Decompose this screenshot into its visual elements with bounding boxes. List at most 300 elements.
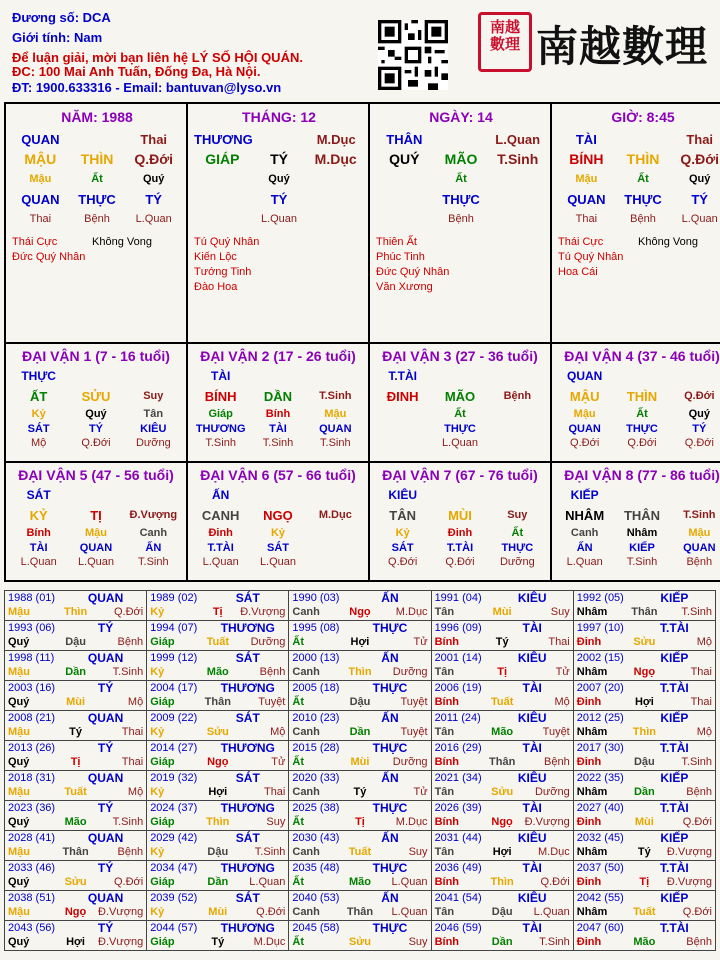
dai-van-god: QUAN: [566, 369, 603, 383]
pillar-r5: [194, 209, 364, 229]
year-stem: Ất: [292, 636, 304, 648]
year-label: 2003 (16): [8, 682, 56, 694]
year-god: SÁT: [235, 771, 260, 785]
year-branch: Mùi: [208, 906, 228, 918]
year-line-2: [8, 905, 143, 919]
year-branch: Thìn: [63, 606, 88, 618]
year-label: 1994 (07): [150, 622, 198, 634]
hidden-god: THỰC: [626, 422, 658, 435]
star-name: Kiến Lộc: [194, 251, 237, 263]
hidden-stem: Mậu: [84, 526, 107, 539]
year-phase: Tuyệt: [258, 696, 286, 708]
year-god: TÀI: [522, 801, 542, 815]
year-phase: Mộ: [127, 696, 144, 708]
year-line-1: [577, 651, 712, 665]
year-god: T.TÀI: [660, 681, 689, 695]
four-pillars-table: [4, 102, 720, 582]
pillar-value: THỰC: [624, 191, 662, 207]
dai-van-god: T.TÀI: [388, 369, 417, 383]
year-cell: [5, 711, 147, 741]
year-branch: Thìn: [490, 876, 514, 888]
year-line-1: [8, 801, 143, 815]
year-phase: Bệnh: [117, 636, 144, 648]
year-cell: [431, 591, 573, 621]
year-line-1: [150, 621, 285, 635]
year-label: 2019 (32): [150, 772, 198, 784]
year-label: 2021 (34): [434, 772, 482, 784]
hidden-god: SÁT: [266, 541, 289, 554]
year-stem: Nhâm: [576, 666, 608, 678]
year-cell: [5, 801, 147, 831]
year-phase: Suy: [550, 606, 570, 618]
year-cell: [573, 621, 715, 651]
pillar-value: L.Quan: [681, 213, 718, 225]
hidden-god: QUAN: [683, 541, 716, 554]
year-god: ẤN: [381, 891, 399, 905]
year-line-2: [8, 665, 143, 679]
year-cell: [573, 861, 715, 891]
pillar-value: L.Quan: [135, 213, 172, 225]
year-god: TÝ: [97, 801, 114, 815]
dai-van-hidden-row: [10, 406, 182, 421]
year-line-1: [435, 711, 570, 725]
pillar-value: THỰC: [78, 191, 116, 207]
year-line-2: [292, 725, 427, 739]
year-cell: [289, 771, 431, 801]
hidden-god: SÁT: [391, 541, 414, 554]
year-stem: Đinh: [576, 756, 602, 768]
year-branch: Tý: [353, 786, 367, 798]
dai-van-hidden-row: [374, 406, 546, 421]
year-god: KIÊU: [517, 771, 547, 785]
year-phase: M.Dục: [253, 936, 286, 948]
hidden-god: QUAN: [568, 422, 601, 435]
year-label: 1998 (11): [8, 652, 55, 664]
year-phase: T.Sinh: [254, 846, 286, 858]
dai-van-god: TÀI: [210, 369, 231, 383]
dai-van-branch: THÂN: [623, 507, 661, 523]
dai-van-phase: T.Sinh: [319, 390, 352, 402]
year-cell: [147, 801, 289, 831]
year-line-1: [8, 651, 143, 665]
dai-van-title: ĐẠI VẬN 1 (7 - 16 tuổi): [22, 348, 170, 364]
year-line-1: [292, 711, 427, 725]
year-line-1: [292, 861, 427, 875]
year-phase: Đ.Vượng: [666, 846, 712, 858]
year-god: THỰC: [372, 921, 408, 935]
year-branch: Hợi: [492, 846, 512, 858]
year-stem: Mậu: [8, 726, 30, 738]
year-cell: [431, 681, 573, 711]
year-cell: [289, 921, 431, 951]
year-stem: Bính: [434, 696, 460, 708]
star-name: [274, 250, 364, 265]
dai-van-pillar-row: [556, 386, 720, 406]
pillar-value: Thai: [686, 131, 714, 147]
year-branch: Dậu: [491, 906, 513, 918]
dai-van-hidden-row: [556, 525, 720, 540]
year-row: [5, 801, 716, 831]
year-god: TÝ: [97, 621, 114, 635]
dai-van-hidden-god-row: [192, 540, 364, 555]
year-cell: [5, 921, 147, 951]
dai-van-row-2: [5, 462, 720, 581]
hidden-god: ẤN: [145, 541, 162, 554]
year-stem: Giáp: [150, 936, 175, 948]
year-label: 2000 (13): [292, 652, 340, 664]
year-label: 2036 (49): [434, 862, 482, 874]
year-god: QUAN: [87, 711, 124, 725]
pillar-r4: [194, 189, 364, 209]
year-row: [5, 861, 716, 891]
year-cell: [289, 711, 431, 741]
year-phase: Q.Đới: [682, 816, 712, 828]
year-line-1: [292, 801, 427, 815]
year-phase: Suy: [408, 936, 428, 948]
year-phase: Tử: [555, 666, 570, 678]
dai-van-stem: TÂN: [389, 507, 417, 523]
year-line-2: [577, 845, 712, 859]
year-branch: Ngọ: [491, 816, 513, 828]
year-god: QUAN: [87, 891, 124, 905]
dai-van-god-row: [556, 366, 720, 386]
year-line-2: [150, 695, 285, 709]
dai-van-cell: [187, 343, 369, 462]
year-line-1: [150, 771, 285, 785]
year-label: 1997 (10): [576, 622, 624, 634]
year-god: KIÊU: [517, 891, 547, 905]
year-branch: Ngọ: [207, 756, 229, 768]
year-line-2: [577, 635, 712, 649]
year-phase: Mộ: [554, 696, 570, 708]
year-cell: [289, 891, 431, 921]
year-branch: Ngọ: [349, 606, 371, 618]
year-phase: Tuyệt: [400, 696, 428, 708]
pillar-title: NĂM: 1988: [61, 109, 133, 125]
year-stem: Bính: [434, 756, 460, 768]
dai-van-god-row: [556, 485, 720, 505]
year-line-2: [150, 665, 285, 679]
pillar-value: QUAN: [567, 191, 606, 207]
year-stem: Kỷ: [150, 906, 165, 918]
year-phase: Đ.Vượng: [524, 816, 570, 828]
pillar-value: THÂN: [386, 131, 423, 147]
pillar-value: Ất: [455, 173, 467, 185]
year-god: ẤN: [381, 651, 399, 665]
year-branch: Mão: [491, 726, 514, 738]
year-phase: Đ.Vượng: [240, 606, 286, 618]
year-stem: Mậu: [8, 786, 30, 798]
year-line-1: [8, 891, 143, 905]
year-cell: [573, 891, 715, 921]
year-cell: [431, 831, 573, 861]
year-phase: Mộ: [696, 726, 712, 738]
dai-van-god: THỰC: [21, 369, 56, 383]
pillar-value: Mậu: [29, 173, 52, 185]
hidden-stem: Quý: [85, 407, 107, 420]
year-phase: Suy: [266, 816, 286, 828]
dai-van-god-row: [192, 366, 364, 386]
year-phase: Dưỡng: [392, 756, 428, 768]
star-name: Không Vong: [92, 236, 152, 248]
year-branch: Thân: [204, 696, 231, 708]
pillar-r3: [12, 169, 182, 189]
hidden-phase: Bệnh: [686, 556, 713, 568]
year-line-1: [292, 681, 427, 695]
year-stem: Canh: [292, 786, 320, 798]
year-stem: Đinh: [576, 876, 602, 888]
year-cell: [147, 831, 289, 861]
year-god: THƯƠNG: [220, 681, 275, 695]
year-stem: Quý: [8, 696, 30, 708]
dai-van-hidden-god-row: [374, 540, 546, 555]
year-phase: Tuyệt: [400, 726, 428, 738]
pillar-value: Q.Đới: [680, 151, 720, 167]
star-name: Không Vong: [638, 236, 698, 248]
year-god: SÁT: [235, 591, 260, 605]
year-line-2: [292, 935, 427, 949]
year-phase: Q.Đới: [256, 906, 286, 918]
year-label: 1996 (09): [434, 622, 482, 634]
star-name: Thái Cực: [12, 236, 58, 248]
year-cell: [431, 651, 573, 681]
year-stem: Ất: [292, 696, 304, 708]
year-cell: [573, 831, 715, 861]
pillar-title: THÁNG: 12: [242, 109, 316, 125]
dai-van-god-row: [10, 485, 182, 505]
hidden-god: TÝ: [692, 422, 707, 435]
year-cell: [147, 711, 289, 741]
year-line-2: [8, 605, 143, 619]
dai-van-cell: [369, 343, 551, 462]
star-name: [456, 235, 546, 250]
year-phase: Thai: [121, 756, 144, 768]
year-line-2: [150, 755, 285, 769]
year-label: 2039 (52): [150, 892, 198, 904]
year-stem: Tân: [434, 906, 455, 918]
year-line-2: [8, 635, 143, 649]
year-stem: Canh: [292, 666, 320, 678]
year-stem: Nhâm: [576, 786, 608, 798]
hidden-phase: Q.Đới: [388, 556, 418, 568]
dai-van-stem: MẬU: [569, 388, 600, 404]
pillar-value: Mậu: [575, 173, 598, 185]
year-line-1: [435, 861, 570, 875]
year-cell: [5, 621, 147, 651]
dai-van-god: SÁT: [26, 488, 51, 502]
year-branch: Mùi: [634, 816, 654, 828]
year-god: THƯƠNG: [220, 621, 275, 635]
year-line-1: [577, 741, 712, 755]
year-phase: T.Sinh: [112, 816, 144, 828]
year-branch: Mùi: [492, 606, 512, 618]
dai-van-phase: Suy: [507, 509, 528, 521]
hidden-god: THỰC: [444, 422, 476, 435]
year-phase: Bệnh: [686, 936, 712, 948]
year-line-1: [435, 681, 570, 695]
hidden-god: KIÊU: [140, 422, 167, 435]
year-label: 2040 (53): [292, 892, 340, 904]
star-name: [274, 235, 364, 250]
dai-van-branch: THÌN: [626, 388, 658, 404]
dai-van-row-1: [5, 343, 720, 462]
pillar-value: Ất: [91, 173, 103, 185]
year-stem: Bính: [434, 876, 460, 888]
year-branch: Thân: [631, 606, 658, 618]
hidden-phase: T.Sinh: [138, 556, 169, 568]
year-stem: Ất: [292, 816, 304, 828]
qr-code-icon: [378, 20, 448, 90]
year-phase: Thai: [263, 786, 286, 798]
year-line-2: [577, 725, 712, 739]
star-name: [274, 265, 364, 280]
year-stem: Ất: [292, 936, 304, 948]
year-label: 2032 (45): [576, 832, 624, 844]
year-phase: Bệnh: [259, 666, 286, 678]
year-line-2: [292, 845, 427, 859]
year-row: [5, 621, 716, 651]
pillar-value: TÀI: [575, 131, 597, 147]
year-branch: Dần: [349, 726, 371, 738]
year-label: 2017 (30): [576, 742, 624, 754]
dai-van-hidden-god-row: [192, 421, 364, 436]
pillar-value: Quý: [142, 173, 165, 185]
year-line-1: [435, 801, 570, 815]
pillar-r3: [558, 169, 720, 189]
year-label: 2015 (28): [292, 742, 340, 754]
year-cell: [5, 681, 147, 711]
year-label: 2029 (42): [150, 832, 198, 844]
year-branch: Sửu: [348, 936, 371, 948]
pillar-r1: [12, 129, 182, 149]
star-name: Tú Quý Nhân: [194, 236, 260, 248]
year-line-2: [577, 785, 712, 799]
hidden-phase: L.Quan: [77, 556, 115, 568]
year-phase: Dưỡng: [250, 636, 286, 648]
year-cell: [147, 591, 289, 621]
year-phase: Q.Đới: [540, 876, 570, 888]
year-branch: Tuất: [206, 636, 229, 648]
year-god: TÀI: [522, 621, 542, 635]
year-branch: Tuất: [348, 846, 372, 858]
year-label: 2002 (15): [576, 652, 624, 664]
year-cell: [147, 921, 289, 951]
hidden-stem: Nhâm: [626, 526, 658, 539]
dai-van-stem: ẤT: [29, 388, 48, 404]
year-god: TÀI: [522, 921, 542, 935]
hidden-phase: L.Quan: [202, 556, 239, 568]
year-branch: Tuất: [490, 696, 514, 708]
annual-luck-table: [4, 590, 716, 951]
star-list: [376, 235, 546, 295]
year-stem: Quý: [8, 636, 30, 648]
year-branch: Ngọ: [64, 906, 87, 918]
year-line-2: [577, 605, 712, 619]
year-line-2: [577, 905, 712, 919]
year-god: TÀI: [522, 861, 542, 875]
year-branch: Sửu: [64, 876, 87, 888]
hidden-god: QUAN: [79, 541, 113, 554]
year-line-2: [150, 905, 285, 919]
year-line-1: [8, 921, 143, 935]
year-god: T.TÀI: [660, 801, 689, 815]
dai-van-title: ĐẠI VẬN 4 (37 - 46 tuổi): [564, 348, 720, 364]
year-stem: Kỷ: [150, 666, 165, 678]
year-stem: Đinh: [576, 636, 602, 648]
year-cell: [431, 861, 573, 891]
star-name: [92, 250, 182, 265]
year-line-1: [8, 741, 143, 755]
hidden-god: SÁT: [27, 422, 50, 435]
year-god: KIÊU: [517, 711, 547, 725]
year-label: 2012 (25): [576, 712, 624, 724]
year-cell: [147, 681, 289, 711]
year-branch: Sửu: [491, 786, 514, 798]
pillar-value: TÝ: [145, 191, 162, 207]
hidden-phase: Q.Đới: [570, 437, 600, 449]
year-branch: Dậu: [349, 696, 371, 708]
dai-van-phase: Bệnh: [503, 390, 532, 402]
year-god: THƯƠNG: [220, 861, 275, 875]
star-name: Văn Xương: [376, 281, 433, 293]
year-line-2: [8, 695, 143, 709]
year-god: KIẾP: [660, 711, 689, 725]
year-phase: Suy: [408, 846, 428, 858]
star-name: Phúc Tinh: [376, 251, 425, 263]
year-branch: Tý: [495, 636, 509, 648]
year-line-1: [8, 591, 143, 605]
year-line-1: [8, 711, 143, 725]
year-branch: Ngọ: [633, 666, 656, 678]
address: ĐC: 100 Mai Anh Tuấn, Đống Đa, Hà Nội.: [12, 64, 261, 79]
year-line-1: [8, 681, 143, 695]
year-branch: Hợi: [208, 786, 228, 798]
year-branch: Tuất: [64, 786, 87, 798]
year-phase: Bệnh: [544, 756, 570, 768]
header: [0, 0, 720, 100]
hidden-god: TÀI: [29, 541, 48, 554]
year-label: 2022 (35): [576, 772, 624, 784]
year-line-1: [292, 921, 427, 935]
pillar-r1: [194, 129, 364, 149]
year-label: 2046 (59): [434, 922, 482, 934]
year-label: 2018 (31): [8, 772, 56, 784]
year-row: [5, 891, 716, 921]
year-branch: Dậu: [633, 756, 655, 768]
pillar-r1: [376, 129, 546, 149]
year-row: [5, 771, 716, 801]
year-cell: [5, 591, 147, 621]
year-cell: [289, 681, 431, 711]
hidden-stem: Kỷ: [31, 407, 46, 420]
star-name: [456, 250, 546, 265]
year-label: 2041 (54): [434, 892, 482, 904]
pillar-r2: [12, 149, 182, 169]
star-name: Tú Quý Nhân: [558, 251, 624, 263]
year-stem: Ất: [292, 876, 304, 888]
dai-van-hidden-phase-row: [374, 436, 546, 450]
year-line-1: [577, 681, 712, 695]
year-line-2: [435, 785, 570, 799]
dai-van-title: ĐẠI VẬN 2 (17 - 26 tuổi): [200, 348, 356, 364]
dai-van-hidden-god-row: [374, 421, 546, 436]
hidden-stem: Tân: [143, 407, 164, 420]
year-phase: T.Sinh: [112, 666, 144, 678]
year-phase: L.Quan: [391, 906, 428, 918]
hidden-phase: T.Sinh: [320, 437, 351, 449]
year-god: TÝ: [97, 681, 114, 695]
year-cell: [147, 741, 289, 771]
